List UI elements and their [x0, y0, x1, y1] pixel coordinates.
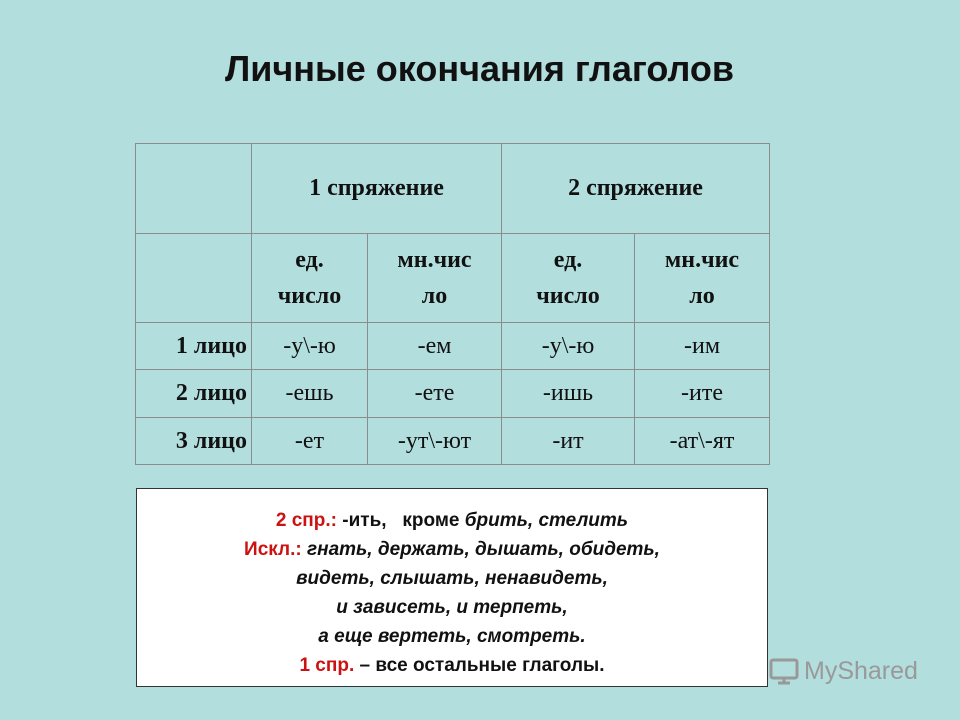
note-line-2	[137, 535, 767, 564]
subheader-text: ло	[421, 283, 448, 309]
table-row	[136, 323, 770, 370]
watermark-text: MyShared	[804, 656, 918, 685]
table-row	[136, 370, 770, 418]
ending-cell: -ет	[252, 418, 368, 465]
subheader-plural-2	[635, 234, 770, 323]
note-line-4: и зависеть, и терпеть,	[336, 597, 568, 618]
ending-cell: -ете	[368, 370, 502, 418]
ending-cell: -у\-ю	[252, 323, 368, 370]
page-title: Личные окончания глаголов	[225, 48, 734, 89]
note-text: -ить, кроме	[337, 510, 465, 531]
subheader-text: число	[277, 283, 342, 309]
presentation-icon	[768, 656, 800, 686]
subheader-plural-1	[368, 234, 502, 323]
subheader-text: ед.	[295, 247, 324, 273]
note-label-1-conj: 1 спр.	[299, 655, 355, 676]
table-row	[136, 418, 770, 465]
ending-cell: -ешь	[252, 370, 368, 418]
subheader-row	[136, 234, 770, 323]
header-conjugation-2: 2 спряжение	[502, 144, 770, 234]
ending-cell: -ишь	[502, 370, 635, 418]
row-label: 2 лицо	[136, 370, 252, 418]
note-exceptions: гнать, держать, дышать, обидеть,	[301, 539, 660, 560]
subheader-empty-cell	[136, 234, 252, 323]
ending-cell: -им	[635, 323, 770, 370]
note-text: – все остальные глаголы.	[354, 655, 605, 676]
row-label: 3 лицо	[136, 418, 252, 465]
ending-cell: -ит	[502, 418, 635, 465]
subheader-text: ло	[689, 283, 715, 309]
note-exceptions: брить, стелить	[464, 510, 629, 531]
subheader-text: мн.чис	[664, 247, 740, 273]
rule-note-box	[136, 488, 768, 687]
subheader-text: мн.чис	[397, 247, 472, 273]
note-label-2-conj: 2 спр.:	[275, 510, 337, 531]
ending-cell: -ем	[368, 323, 502, 370]
note-line-5: а еще вертеть, смотреть.	[318, 626, 586, 647]
note-line-6	[137, 651, 767, 680]
subheader-text: число	[536, 283, 600, 309]
ending-cell: -ите	[635, 370, 770, 418]
note-line-1	[137, 506, 767, 535]
ending-cell: -ут\-ют	[368, 418, 502, 465]
row-label: 1 лицо	[136, 323, 252, 370]
table-corner-cell	[136, 144, 252, 234]
watermark	[768, 656, 918, 686]
subheader-text: ед.	[553, 247, 583, 273]
note-label-exceptions: Искл.:	[244, 539, 302, 560]
ending-cell: -ат\-ят	[635, 418, 770, 465]
subheader-singular-1	[252, 234, 368, 323]
conjugation-table	[135, 143, 770, 465]
ending-cell: -у\-ю	[502, 323, 635, 370]
subheader-singular-2	[502, 234, 635, 323]
header-conjugation-1: 1 спряжение	[252, 144, 502, 234]
note-line-3: видеть, слышать, ненавидеть,	[296, 568, 608, 589]
